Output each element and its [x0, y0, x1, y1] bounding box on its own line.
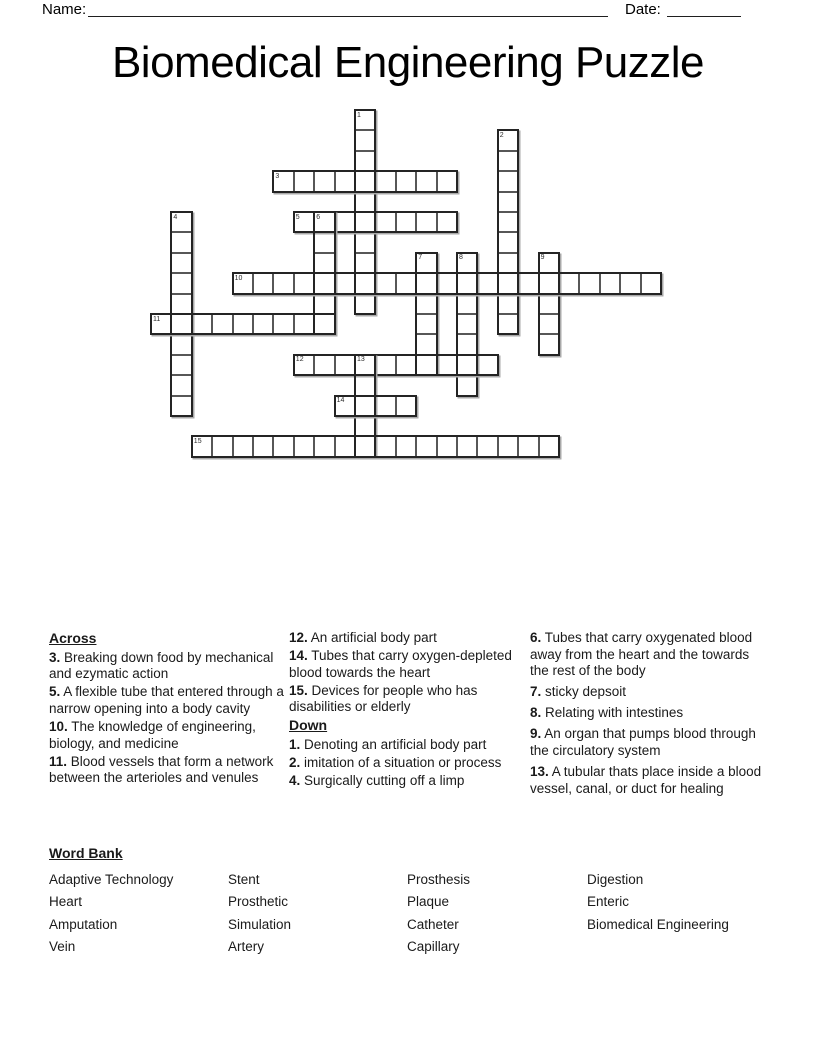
clue-10: 10. The knowledge of engineering, biology, and medicine: [49, 718, 256, 751]
grid-cell: [416, 436, 436, 456]
grid-cell: [396, 273, 416, 293]
grid-number-1: 1: [357, 111, 361, 119]
grid-cell: [477, 436, 497, 456]
word-bank-item: Prosthetic: [228, 894, 289, 910]
across-heading: Across: [49, 630, 97, 646]
clues-column-1: [49, 630, 289, 788]
grid-cell: [437, 273, 457, 293]
grid-cell: [355, 192, 375, 212]
date-label: Date:: [625, 1, 661, 18]
clue-number: 7.: [530, 684, 542, 700]
grid-number-15: 15: [193, 437, 202, 445]
grid-number-6: 6: [316, 213, 321, 221]
clue-1: 1. Denoting an artificial body part: [289, 737, 487, 753]
clue-number: 14.: [289, 648, 308, 664]
grid-number-13: 13: [357, 356, 365, 364]
word-bank-item: Stent: [228, 872, 260, 887]
grid-cell: [171, 314, 191, 334]
grid-cell: [416, 273, 436, 293]
grid-cell: [498, 232, 518, 252]
grid-cell: [579, 273, 599, 293]
grid-cell: [457, 294, 477, 314]
grid-cell: [498, 212, 518, 232]
grid-cell: [416, 212, 436, 232]
grid-cell: [396, 355, 416, 375]
grid-cell: [457, 273, 477, 293]
grid-cell: [457, 355, 477, 375]
grid-cell: [355, 130, 375, 150]
word-bank-item: Prosthesis: [407, 872, 471, 887]
word-bank-item: Artery: [228, 939, 265, 955]
grid-cell: [314, 314, 334, 334]
clue-8: 8. Relating with intestines: [530, 705, 684, 721]
grid-number-14: 14: [336, 397, 345, 405]
clue-14: 14. Tubes that carry oxygen-depleted blood towards the heart: [289, 648, 512, 680]
grid-cell: [641, 273, 661, 293]
grid-cell: [335, 436, 355, 456]
clue-15: 15. Devices for people who has disabilities or elderly: [289, 682, 478, 715]
grid-cell: [171, 375, 191, 395]
grid-cell: [457, 436, 477, 456]
grid-cell: [335, 171, 355, 191]
clue-number: 6.: [530, 630, 542, 645]
grid-cell: [171, 334, 191, 354]
clue-number: 15.: [289, 682, 308, 698]
grid-cell: [171, 396, 191, 416]
grid-number-11: 11: [153, 315, 161, 323]
grid-cell: [171, 273, 191, 293]
grid-cell: [314, 294, 334, 314]
grid-cell: [396, 396, 416, 416]
grid-cell: [314, 355, 334, 375]
grid-cell: [539, 314, 559, 334]
grid-number-5: 5: [295, 213, 300, 221]
grid-cell: [498, 294, 518, 314]
grid-cell: [355, 416, 375, 436]
grid-cell: [355, 436, 375, 456]
grid-cell: [375, 171, 395, 191]
word-bank-item: Vein: [49, 939, 76, 955]
clue-13: 13. A tubular thats place inside a blood vessel, canal, or duct for healing: [530, 764, 762, 796]
grid-cell: [294, 273, 314, 293]
word-bank-column-1: [49, 869, 173, 959]
grid-cell: [355, 294, 375, 314]
grid-cell: [457, 375, 477, 395]
grid-cell: [375, 396, 395, 416]
grid-cell: [416, 294, 436, 314]
grid-number-7: 7: [418, 254, 423, 262]
grid-number-9: 9: [540, 254, 545, 262]
grid-cell: [498, 171, 518, 191]
clue-number: 4.: [289, 773, 301, 789]
grid-cell: [375, 355, 395, 375]
clue-9: 9. An organ that pumps blood through the circulatory system: [530, 726, 756, 759]
grid-cell: [539, 294, 559, 314]
grid-cell: [335, 212, 355, 232]
grid-cell: [437, 212, 457, 232]
grid-cell: [498, 273, 518, 293]
grid-cell: [273, 273, 293, 293]
word-bank-item: Catheter: [407, 916, 459, 932]
grid-cell: [437, 171, 457, 191]
grid-cell: [253, 436, 273, 456]
grid-cell: [416, 334, 436, 354]
grid-cell: [375, 273, 395, 293]
grid-cell: [498, 253, 518, 273]
word-bank-item: Biomedical Engineering: [587, 916, 729, 932]
grid-cell: [171, 253, 191, 273]
grid-cell: [253, 273, 273, 293]
clue-number: 5.: [49, 684, 61, 700]
clue-2: 2. imitation of a situation or process: [289, 755, 502, 771]
word-bank-item: Amputation: [49, 916, 118, 932]
grid-cell: [416, 171, 436, 191]
grid-cell: [437, 436, 457, 456]
word-bank-column-4: [587, 869, 729, 936]
grid-cell: [314, 232, 334, 252]
grid-number-12: 12: [295, 356, 304, 364]
grid-cell: [314, 171, 334, 191]
grid-cell: [335, 355, 355, 375]
grid-cell: [314, 253, 334, 273]
clue-3: 3. Breaking down food by mechanical and ezymatic action: [49, 649, 274, 682]
grid-cell: [375, 212, 395, 232]
grid-cell: [192, 314, 212, 334]
clue-number: 9.: [530, 726, 542, 742]
clue-7: 7. sticky depsoit: [530, 684, 627, 700]
name-label: Name:: [42, 1, 87, 18]
grid-cell: [355, 212, 375, 232]
clue-6: 6. Tubes that carry oxygenated blood away from the heart and the towards the rest of the body: [530, 630, 753, 679]
grid-cell: [294, 314, 314, 334]
grid-cell: [498, 314, 518, 334]
grid-cell: [416, 355, 436, 375]
word-bank-heading: Word Bank: [49, 845, 123, 861]
grid-cell: [457, 314, 477, 334]
word-bank-item: Simulation: [228, 916, 292, 932]
clue-number: 2.: [289, 755, 301, 771]
page-title: Biomedical Engineering Puzzle: [111, 38, 705, 87]
grid-cell: [457, 334, 477, 354]
grid-cell: [437, 355, 457, 375]
clue-number: 3.: [49, 649, 61, 665]
grid-cell: [375, 436, 395, 456]
grid-cell: [273, 314, 293, 334]
grid-cell: [355, 171, 375, 191]
grid-cell: [477, 273, 497, 293]
name-blank-line: [88, 0, 608, 17]
word-bank-item: Adaptive Technology: [49, 872, 174, 887]
grid-cell: [294, 171, 314, 191]
grid-cell: [518, 436, 538, 456]
grid-cell: [212, 436, 232, 456]
grid-cell: [355, 273, 375, 293]
grid-cell: [620, 273, 640, 293]
clue-11: 11. Blood vessels that form a network between the arterioles and venules: [49, 753, 274, 786]
clue-number: 13.: [530, 764, 549, 780]
clue-number: 8.: [530, 705, 542, 721]
grid-cell: [355, 232, 375, 252]
word-bank-item: Digestion: [587, 872, 644, 887]
clue-12: 12. An artificial body part: [289, 630, 437, 645]
grid-cell: [314, 436, 334, 456]
clue-number: 11.: [49, 753, 68, 769]
clue-number: 12.: [289, 630, 308, 645]
word-bank-column-2: [228, 869, 291, 959]
clue-number: 10.: [49, 718, 68, 734]
grid-cell: [518, 273, 538, 293]
grid-cell: [355, 151, 375, 171]
clues-column-2: [289, 630, 529, 791]
date-blank-line: [667, 0, 741, 17]
grid-number-4: 4: [173, 213, 178, 221]
grid-cell: [212, 314, 232, 334]
grid-cell: [600, 273, 620, 293]
grid-cell: [171, 294, 191, 314]
word-bank-section: [49, 845, 789, 960]
clue-5: 5. A flexible tube that entered through a narrow opening into a body cavity: [49, 684, 284, 716]
grid-cell: [273, 436, 293, 456]
word-bank-item: Capillary: [407, 939, 460, 955]
grid-number-3: 3: [275, 172, 280, 180]
grid-cell: [233, 314, 253, 334]
word-bank-item: Plaque: [407, 894, 450, 910]
grid-cell: [171, 232, 191, 252]
grid-number-10: 10: [234, 274, 243, 282]
crossword-grid: [151, 110, 663, 458]
grid-cell: [355, 375, 375, 395]
grid-cell: [233, 436, 253, 456]
word-bank-item: Heart: [49, 894, 83, 910]
grid-cell: [498, 192, 518, 212]
grid-cell: [559, 273, 579, 293]
grid-cell: [355, 396, 375, 416]
grid-cell: [294, 436, 314, 456]
word-bank-column-3: [407, 869, 470, 959]
grid-cell: [477, 355, 497, 375]
word-bank-item: Enteric: [587, 894, 630, 910]
grid-number-2: 2: [499, 131, 504, 139]
clue-4: 4. Surgically cutting off a limp: [289, 773, 465, 789]
grid-cell: [396, 436, 416, 456]
grid-cell: [253, 314, 273, 334]
grid-cell: [396, 171, 416, 191]
clue-number: 1.: [289, 737, 301, 753]
down-heading: Down: [289, 717, 328, 734]
grid-cell: [539, 273, 559, 293]
grid-cell: [416, 314, 436, 334]
grid-cell: [396, 212, 416, 232]
grid-cell: [539, 436, 559, 456]
grid-cell: [314, 273, 334, 293]
clues-column-3: [530, 630, 770, 802]
grid-number-8: 8: [459, 254, 463, 262]
grid-cell: [539, 334, 559, 354]
grid-cell: [355, 253, 375, 273]
grid-cell: [498, 151, 518, 171]
grid-cell: [171, 355, 191, 375]
grid-cell: [335, 273, 355, 293]
grid-cell: [498, 436, 518, 456]
